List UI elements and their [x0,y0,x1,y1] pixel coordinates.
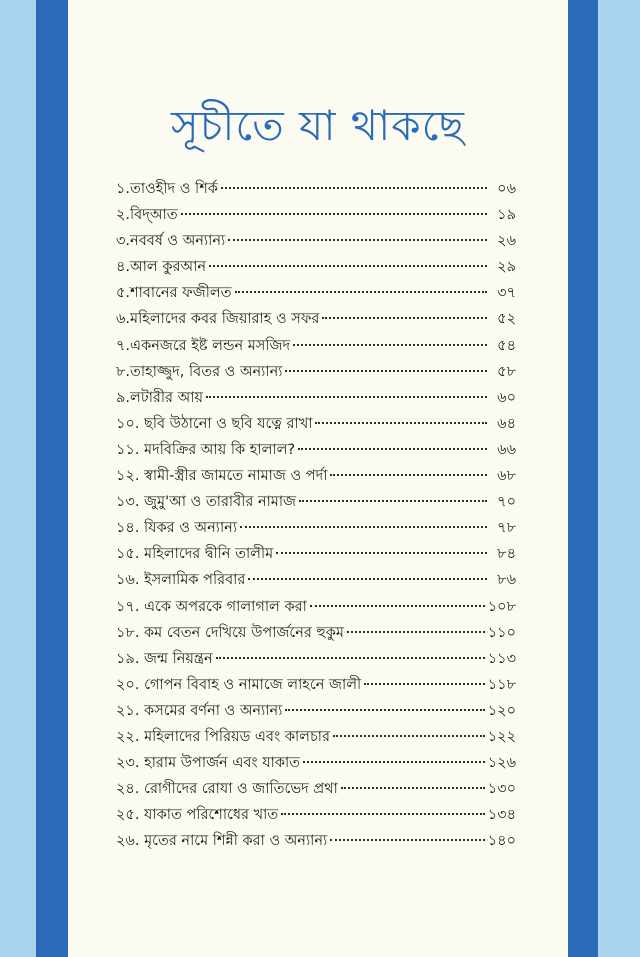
dot-leader [240,526,487,528]
toc-entry-label: ২৬. মৃতের নামে শিন্নী করা ও অন্যান্য [116,833,328,850]
dot-leader [299,500,487,502]
toc-entry-label: ২.বিদ্আত [116,207,178,224]
toc-entry-label: ২০. গোপন বিবাহ ও নামাজে লাহনে জালী [116,676,362,693]
dot-leader [276,552,487,554]
toc-entry-page-number: ১৩০ [487,781,516,798]
table-of-contents [116,176,516,854]
toc-entry-page-number: ১২২ [487,728,516,745]
toc-entry-page-number: ১২০ [487,702,516,719]
toc-entry-page-number: ৫৮ [497,363,516,380]
dot-leader [293,344,487,346]
toc-entry-page-number: ৮৬ [497,572,516,589]
toc-entry-page-number: ৬৮ [497,468,516,485]
dot-leader [181,213,487,215]
toc-entry-label: ২৪. রোগীদের রোযা ও জাতিভেদ প্রথা [116,781,338,798]
toc-entry-label: ২২. মহিলাদের পিরিয়ড এবং কালচার [116,728,330,745]
toc-entry-label: ১.তাওহীদ ও শির্ক [116,181,218,197]
toc-entry-page-number: ১১০ [487,624,516,641]
toc-entry[interactable] [116,489,516,515]
toc-entry[interactable] [116,333,516,359]
toc-entry[interactable] [116,750,516,776]
dot-leader [248,578,487,580]
left-background-band [0,0,36,957]
toc-entry[interactable] [116,724,516,750]
toc-entry-label: ১৬. ইসলামিক পরিবার [116,572,246,589]
toc-entry-label: ১৩. জুমু'আ ও তারাবীর নামাজ [116,494,297,511]
toc-entry-label: ২১. কসমের বর্ণনা ও অন্যান্য [116,702,283,719]
dot-leader [298,448,487,450]
right-blue-stripe [568,0,598,957]
toc-entry-label: ২৫. যাকাত পরিশোধের খাত [116,807,279,824]
toc-entry[interactable] [116,828,516,854]
toc-entry-label: ১৯. জন্ম নিয়ন্ত্রন [116,650,213,667]
toc-entry[interactable] [116,594,516,620]
dot-leader [333,735,485,737]
dot-leader [228,239,487,241]
toc-entry-page-number: ১৯ [497,207,516,224]
dot-leader [341,787,485,789]
toc-entry[interactable] [116,437,516,463]
toc-entry[interactable] [116,359,516,385]
toc-entry-page-number: ১৪০ [487,833,516,850]
toc-entry-label: ১২. স্বামী-স্ত্রীর জামতে নামাজ ও পর্দা [116,468,328,485]
dot-leader [221,187,487,189]
dot-leader [347,631,485,633]
right-background-band [598,0,640,957]
toc-entry-label: ৯.লটারীর আয় [116,389,204,406]
toc-entry[interactable] [116,776,516,802]
dot-leader [285,370,487,372]
toc-entry-page-number: ৫৪ [497,337,516,354]
toc-entry[interactable] [116,802,516,828]
toc-entry[interactable] [116,202,516,228]
toc-entry-page-number: ১১৩ [487,650,516,667]
toc-entry[interactable] [116,280,516,306]
dot-leader [315,422,487,424]
toc-entry-label: ১৪. যিকর ও অন্যান্য [116,520,238,537]
left-blue-stripe [36,0,68,957]
toc-entry-label: ৪.আল কুরআন [116,259,207,276]
toc-entry-label: ৮.তাহাজ্জুদ, বিতর ও অন্যান্য [116,363,283,380]
toc-entry[interactable] [116,411,516,437]
dot-leader [322,317,487,319]
toc-entry-page-number: ৭৮ [497,520,516,537]
toc-entry-page-number: ১২৬ [487,755,516,772]
toc-entry-page-number: ৫২ [497,311,516,328]
toc-entry-label: ১৫. মহিলাদের দ্বীনি তালীম [116,546,274,563]
toc-entry-label: ১০. ছবি উঠানো ও ছবি যত্নে রাখা [116,415,313,432]
toc-entry[interactable] [116,515,516,541]
toc-entry-page-number: ০৬ [497,181,516,197]
toc-entry-page-number: ২৬ [497,233,516,250]
toc-entry[interactable] [116,541,516,567]
dot-leader [310,605,485,607]
toc-entry-page-number: ১১৮ [487,676,516,693]
toc-entry-label: ৬.মহিলাদের কবর জিয়ারাহ ও সফর [116,311,320,328]
toc-entry[interactable] [116,567,516,593]
toc-entry[interactable] [116,254,516,280]
toc-entry[interactable] [116,306,516,332]
toc-entry-page-number: ১৩৪ [487,807,516,824]
dot-leader [235,291,487,293]
toc-entry[interactable] [116,228,516,254]
page-title: সূচীতে যা থাকছে [171,101,465,150]
dot-leader [285,709,484,711]
dot-leader [281,813,485,815]
dot-leader [364,683,485,685]
toc-entry-label: ১৭. একে অপরকে গালাগাল করা [116,598,307,615]
toc-entry[interactable] [116,646,516,672]
dot-leader [303,761,485,763]
toc-entry[interactable] [116,176,516,202]
toc-entry[interactable] [116,463,516,489]
toc-entry-page-number: ৬৬ [497,441,516,458]
toc-entry[interactable] [116,698,516,724]
toc-entry-page-number: ৬৪ [497,415,516,432]
toc-entry-page-number: ৩৭ [497,285,516,302]
toc-entry-page-number: ৬০ [497,389,516,406]
toc-entry-page-number: ১০৮ [487,598,516,615]
dot-leader [330,474,487,476]
toc-entry-label: ১১. মদবিক্রির আয় কি হালাল? [116,441,296,458]
dot-leader [209,265,487,267]
toc-entry-label: ২৩. হারাম উপার্জন এবং যাকাত [116,755,301,772]
toc-entry-page-number: ৮৪ [497,546,516,563]
dot-leader [206,396,487,398]
toc-entry-label: ১৮. কম বেতন দেখিয়ে উপার্জনের হুকুম [116,624,344,641]
toc-entry[interactable] [116,620,516,646]
toc-entry-page-number: ৭০ [497,494,516,511]
dot-leader [330,839,485,841]
toc-entry-label: ৭.একনজরে ইষ্ট লন্ডন মসজিদ [116,337,291,354]
toc-entry-label: ৩.নববর্ষ ও অন্যান্য [116,233,226,250]
toc-entry[interactable] [116,385,516,411]
toc-entry-label: ৫.শাবানের ফজীলত [116,285,232,302]
toc-entry[interactable] [116,672,516,698]
toc-entry-page-number: ২৯ [497,259,516,276]
dot-leader [216,657,485,659]
